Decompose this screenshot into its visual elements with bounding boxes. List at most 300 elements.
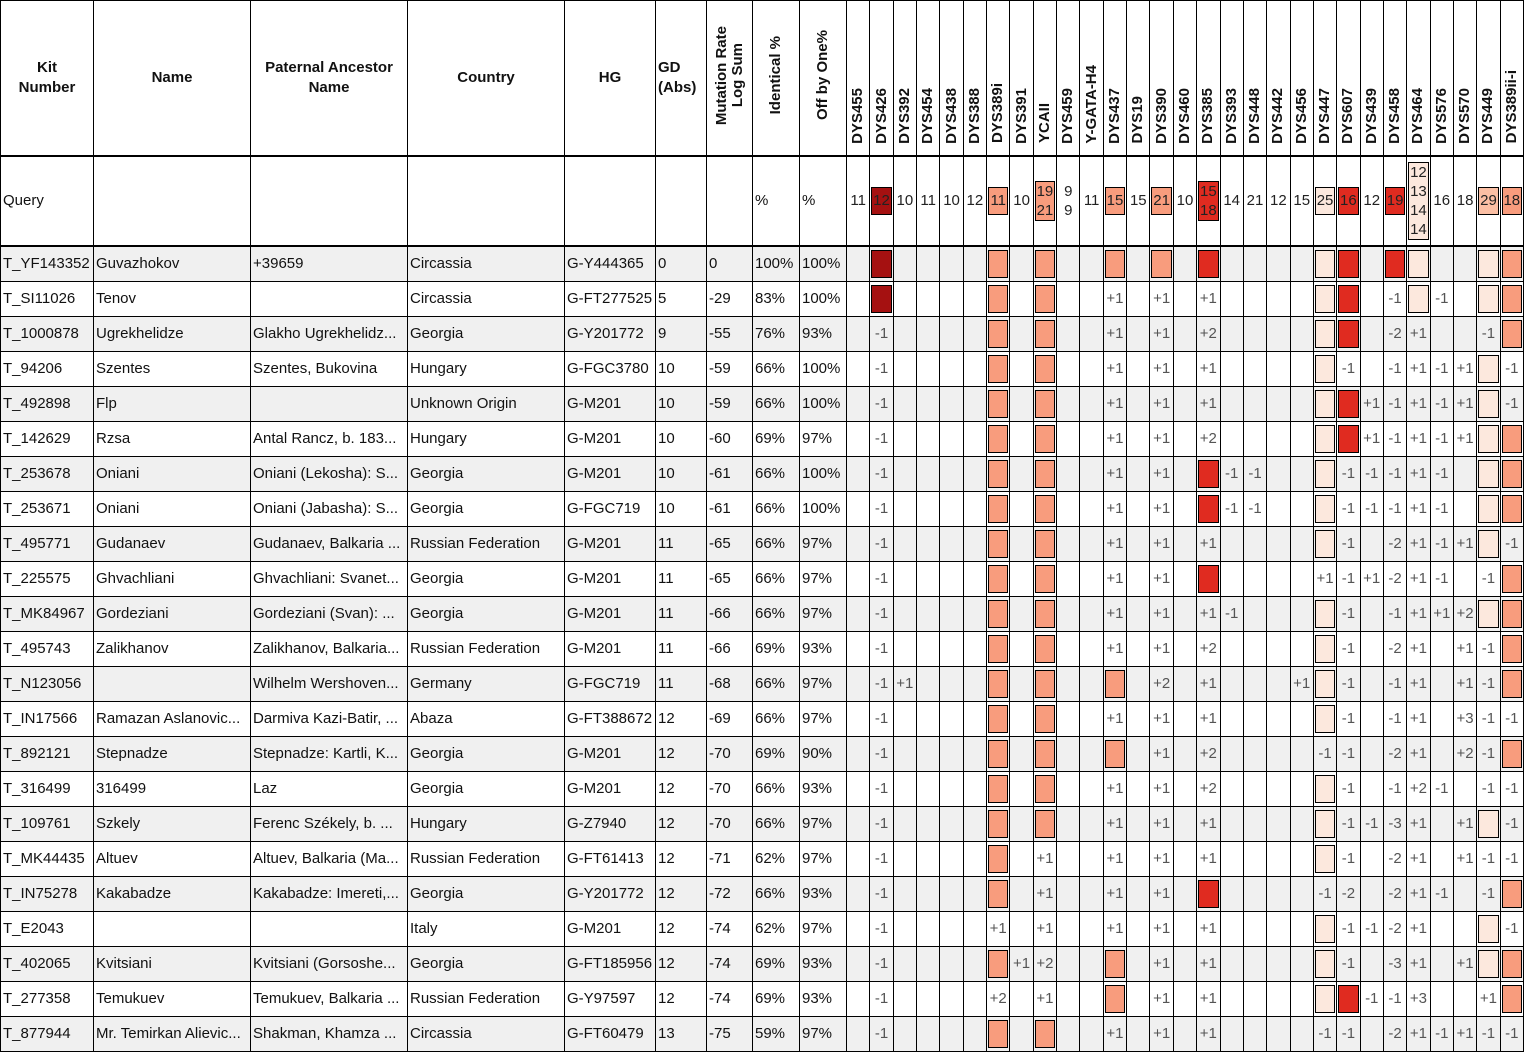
col-header-marker-dys392 bbox=[893, 1, 916, 156]
marker-highlight-box bbox=[1315, 320, 1335, 348]
cell-marker-dys458: -1 bbox=[1383, 596, 1406, 631]
cell-marker-dys449: -1 bbox=[1477, 1016, 1500, 1051]
cell-kit: T_109761 bbox=[1, 806, 94, 841]
marker-highlight-box: 15 bbox=[1105, 187, 1125, 215]
marker-highlight-box bbox=[1035, 425, 1055, 453]
cell-marker-dys576 bbox=[1430, 806, 1453, 841]
cell-marker-dys385: +2 bbox=[1197, 631, 1220, 666]
cell-marker-dys570 bbox=[1453, 316, 1476, 351]
cell-identical: 66% bbox=[753, 456, 800, 491]
cell-marker-dys385 bbox=[1197, 491, 1220, 526]
cell-marker-dys426: -1 bbox=[870, 316, 893, 351]
cell-identical: 69% bbox=[753, 421, 800, 456]
cell-marker-dys455 bbox=[847, 736, 870, 771]
marker-highlight-box: 19 21 bbox=[1036, 182, 1054, 219]
cell-marker-dys455 bbox=[847, 876, 870, 911]
cell-marker-dys448 bbox=[1243, 911, 1266, 946]
cell-marker-dys389i bbox=[987, 631, 1010, 666]
cell-marker-dys426: -1 bbox=[870, 386, 893, 421]
cell-marker-dys448 bbox=[1243, 701, 1266, 736]
cell-marker-dys454 bbox=[917, 596, 940, 631]
cell-country: Hungary bbox=[408, 806, 565, 841]
cell-hg: G-FT277525 bbox=[565, 281, 656, 316]
marker-highlight-box bbox=[1338, 320, 1358, 348]
cell-marker-dys393 bbox=[1220, 701, 1243, 736]
cell-marker-dys390: +1 bbox=[1150, 421, 1173, 456]
cell-marker-dys393 bbox=[1220, 1016, 1243, 1051]
cell-marker-dys459 bbox=[1057, 561, 1080, 596]
cell-marker-dys389ii-i bbox=[1500, 491, 1523, 526]
cell-marker-dys458: -3 bbox=[1383, 946, 1406, 981]
cell-marker-y-gata-h4 bbox=[1080, 561, 1103, 596]
cell-marker-dys460 bbox=[1173, 491, 1196, 526]
cell-marker-dys393 bbox=[1220, 911, 1243, 946]
cell-mutation-rate: -55 bbox=[707, 316, 753, 351]
col-header-marker-dys448 bbox=[1243, 1, 1266, 156]
cell-marker-dys607 bbox=[1337, 281, 1360, 316]
cell-marker-dys389i bbox=[987, 666, 1010, 701]
cell-marker-dys442 bbox=[1267, 631, 1290, 666]
cell-marker-dys426: -1 bbox=[870, 911, 893, 946]
marker-highlight-box bbox=[1315, 915, 1335, 943]
cell-marker-dys442 bbox=[1267, 456, 1290, 491]
marker-highlight-box bbox=[1151, 250, 1171, 278]
col-header-marker-dys570 bbox=[1453, 1, 1476, 156]
cell-marker-dys392: +1 bbox=[893, 666, 916, 701]
cell-marker-dys385: +2 bbox=[1197, 771, 1220, 806]
cell-marker-ycaii bbox=[1033, 736, 1056, 771]
cell-marker-dys438 bbox=[940, 1016, 963, 1051]
cell-marker-dys607: -1 bbox=[1337, 666, 1360, 701]
match-row-T_SI11026 bbox=[1, 281, 1524, 316]
cell-marker-dys426: -1 bbox=[870, 701, 893, 736]
cell-marker-y-gata-h4 bbox=[1080, 841, 1103, 876]
marker-highlight-box bbox=[1315, 425, 1335, 453]
cell-marker-dys449: -1 bbox=[1477, 316, 1500, 351]
cell-marker-dys438 bbox=[940, 246, 963, 282]
col-header-marker-dys388 bbox=[963, 1, 986, 156]
cell-marker-dys438 bbox=[940, 666, 963, 701]
cell-marker-dys391 bbox=[1010, 246, 1033, 282]
cell-marker-dys438 bbox=[940, 841, 963, 876]
marker-highlight-box bbox=[1035, 250, 1055, 278]
cell-off-by-one: 93% bbox=[800, 876, 847, 911]
cell-marker-dys464: +3 bbox=[1407, 981, 1430, 1016]
cell-marker-dys437: +1 bbox=[1103, 596, 1126, 631]
col-header-marker-dys576 bbox=[1430, 1, 1453, 156]
cell-marker-dys392 bbox=[893, 631, 916, 666]
cell-marker-dys458: -1 bbox=[1383, 666, 1406, 701]
cell-marker-dys455 bbox=[847, 491, 870, 526]
query-country-cell bbox=[408, 156, 565, 246]
cell-marker-dys438 bbox=[940, 806, 963, 841]
cell-gd: 0 bbox=[656, 246, 707, 282]
cell-marker-dys390: +1 bbox=[1150, 771, 1173, 806]
cell-country: Russian Federation bbox=[408, 526, 565, 561]
marker-highlight-box bbox=[1502, 670, 1522, 698]
cell-country: Russian Federation bbox=[408, 631, 565, 666]
cell-marker-dys459 bbox=[1057, 876, 1080, 911]
cell-marker-dys438 bbox=[940, 526, 963, 561]
query-marker-dys456-cell: 15 bbox=[1290, 156, 1313, 246]
cell-marker-dys459 bbox=[1057, 281, 1080, 316]
cell-country: Hungary bbox=[408, 351, 565, 386]
cell-marker-dys454 bbox=[917, 876, 940, 911]
cell-kit: T_IN75278 bbox=[1, 876, 94, 911]
cell-marker-dys438 bbox=[940, 876, 963, 911]
cell-marker-dys392 bbox=[893, 421, 916, 456]
cell-hg: G-M201 bbox=[565, 596, 656, 631]
cell-marker-dys456 bbox=[1290, 771, 1313, 806]
cell-marker-dys458: -2 bbox=[1383, 561, 1406, 596]
cell-marker-dys607: -1 bbox=[1337, 596, 1360, 631]
cell-hg: G-M201 bbox=[565, 561, 656, 596]
cell-marker-dys449 bbox=[1477, 421, 1500, 456]
cell-marker-dys385: +2 bbox=[1197, 316, 1220, 351]
cell-marker-dys385 bbox=[1197, 246, 1220, 282]
cell-marker-dys455 bbox=[847, 806, 870, 841]
cell-marker-dys439 bbox=[1360, 876, 1383, 911]
query-marker-dys458-cell bbox=[1383, 156, 1406, 246]
marker-highlight-box bbox=[1408, 250, 1428, 278]
cell-marker-dys447 bbox=[1313, 246, 1336, 282]
query-marker-dys393-cell: 14 bbox=[1220, 156, 1243, 246]
marker-highlight-box bbox=[988, 565, 1008, 593]
cell-marker-dys437 bbox=[1103, 246, 1126, 282]
cell-marker-dys607 bbox=[1337, 246, 1360, 282]
marker-header-label: DYS390 bbox=[1152, 87, 1170, 144]
query-marker-dys442-cell: 12 bbox=[1267, 156, 1290, 246]
cell-marker-ycaii bbox=[1033, 561, 1056, 596]
cell-identical: 66% bbox=[753, 561, 800, 596]
cell-marker-dys459 bbox=[1057, 421, 1080, 456]
cell-marker-dys447 bbox=[1313, 841, 1336, 876]
cell-marker-dys391 bbox=[1010, 666, 1033, 701]
cell-paternal-ancestor bbox=[251, 281, 408, 316]
query-marker-y-gata-h4-cell: 11 bbox=[1080, 156, 1103, 246]
cell-marker-dys389ii-i: -1 bbox=[1500, 526, 1523, 561]
cell-marker-dys385: +2 bbox=[1197, 736, 1220, 771]
cell-marker-dys391 bbox=[1010, 981, 1033, 1016]
cell-marker-dys437: +1 bbox=[1103, 281, 1126, 316]
cell-marker-dys388 bbox=[963, 561, 986, 596]
cell-marker-dys391: +1 bbox=[1010, 946, 1033, 981]
cell-marker-dys607 bbox=[1337, 386, 1360, 421]
cell-marker-dys460 bbox=[1173, 806, 1196, 841]
cell-marker-dys447 bbox=[1313, 526, 1336, 561]
cell-marker-dys442 bbox=[1267, 351, 1290, 386]
cell-gd: 11 bbox=[656, 631, 707, 666]
cell-paternal-ancestor: Gordeziani (Svan): ... bbox=[251, 596, 408, 631]
cell-kit: T_SI11026 bbox=[1, 281, 94, 316]
cell-marker-dys437: +1 bbox=[1103, 316, 1126, 351]
cell-country: Italy bbox=[408, 911, 565, 946]
cell-marker-dys447 bbox=[1313, 701, 1336, 736]
marker-highlight-box bbox=[1502, 250, 1522, 278]
cell-mutation-rate: -60 bbox=[707, 421, 753, 456]
cell-kit: T_225575 bbox=[1, 561, 94, 596]
cell-marker-dys389ii-i: -1 bbox=[1500, 806, 1523, 841]
cell-marker-dys392 bbox=[893, 701, 916, 736]
cell-marker-dys426: -1 bbox=[870, 736, 893, 771]
cell-marker-dys389ii-i: -1 bbox=[1500, 386, 1523, 421]
cell-kit: T_495771 bbox=[1, 526, 94, 561]
marker-highlight-box bbox=[1338, 390, 1358, 418]
cell-mutation-rate: -59 bbox=[707, 386, 753, 421]
cell-marker-dys388 bbox=[963, 841, 986, 876]
cell-hg: G-Y201772 bbox=[565, 316, 656, 351]
query-marker-dys459-cell: 9 9 bbox=[1057, 156, 1080, 246]
cell-marker-dys460 bbox=[1173, 771, 1196, 806]
cell-marker-ycaii bbox=[1033, 596, 1056, 631]
cell-marker-dys454 bbox=[917, 911, 940, 946]
cell-marker-dys393 bbox=[1220, 736, 1243, 771]
cell-marker-dys388 bbox=[963, 701, 986, 736]
marker-header-label: Y-GATA-H4 bbox=[1082, 64, 1100, 144]
cell-marker-dys391 bbox=[1010, 561, 1033, 596]
cell-country: Circassia bbox=[408, 246, 565, 282]
col-header-marker-dys458 bbox=[1383, 1, 1406, 156]
cell-mutation-rate: 0 bbox=[707, 246, 753, 282]
cell-identical: 69% bbox=[753, 946, 800, 981]
cell-marker-dys388 bbox=[963, 281, 986, 316]
marker-header-label: DYS576 bbox=[1432, 87, 1450, 144]
marker-highlight-box bbox=[1105, 985, 1125, 1013]
cell-marker-dys449 bbox=[1477, 491, 1500, 526]
cell-marker-dys576: -1 bbox=[1430, 526, 1453, 561]
cell-mutation-rate: -61 bbox=[707, 491, 753, 526]
cell-marker-dys437: +1 bbox=[1103, 876, 1126, 911]
cell-marker-dys385: +2 bbox=[1197, 421, 1220, 456]
cell-identical: 76% bbox=[753, 316, 800, 351]
cell-marker-dys447 bbox=[1313, 631, 1336, 666]
marker-header-label: DYS385 bbox=[1199, 87, 1217, 144]
cell-marker-dys442 bbox=[1267, 876, 1290, 911]
cell-marker-dys438 bbox=[940, 561, 963, 596]
cell-marker-dys391 bbox=[1010, 281, 1033, 316]
cell-marker-dys458: -2 bbox=[1383, 526, 1406, 561]
cell-marker-dys385: +1 bbox=[1197, 596, 1220, 631]
marker-header-label: DYS442 bbox=[1269, 87, 1287, 144]
cell-marker-dys392 bbox=[893, 281, 916, 316]
marker-header-label: DYS454 bbox=[919, 87, 937, 144]
cell-marker-dys437: +1 bbox=[1103, 1016, 1126, 1051]
cell-name: Ghvachliani bbox=[94, 561, 251, 596]
marker-highlight-box bbox=[871, 250, 891, 278]
cell-marker-dys459 bbox=[1057, 841, 1080, 876]
cell-marker-dys19 bbox=[1127, 876, 1150, 911]
cell-marker-dys448: -1 bbox=[1243, 491, 1266, 526]
marker-highlight-box bbox=[1315, 530, 1335, 558]
cell-marker-dys447 bbox=[1313, 771, 1336, 806]
cell-paternal-ancestor: Darmiva Kazi-Batir, ... bbox=[251, 701, 408, 736]
cell-marker-dys458: -2 bbox=[1383, 911, 1406, 946]
cell-marker-dys391 bbox=[1010, 806, 1033, 841]
marker-highlight-box bbox=[988, 600, 1008, 628]
cell-marker-dys385: +1 bbox=[1197, 666, 1220, 701]
marker-header-label: DYS437 bbox=[1105, 87, 1123, 144]
cell-marker-dys464: +1 bbox=[1407, 596, 1430, 631]
cell-marker-dys570 bbox=[1453, 561, 1476, 596]
cell-marker-dys570: +3 bbox=[1453, 701, 1476, 736]
cell-marker-dys392 bbox=[893, 981, 916, 1016]
cell-marker-dys448 bbox=[1243, 981, 1266, 1016]
cell-marker-dys19 bbox=[1127, 526, 1150, 561]
cell-marker-dys19 bbox=[1127, 841, 1150, 876]
marker-highlight-box bbox=[1035, 705, 1055, 733]
cell-marker-dys442 bbox=[1267, 736, 1290, 771]
cell-marker-dys19 bbox=[1127, 771, 1150, 806]
cell-marker-ycaii: +1 bbox=[1033, 911, 1056, 946]
marker-header-label: DYS391 bbox=[1012, 87, 1030, 144]
cell-marker-dys570 bbox=[1453, 281, 1476, 316]
cell-marker-dys389ii-i bbox=[1500, 946, 1523, 981]
cell-kit: T_1000878 bbox=[1, 316, 94, 351]
cell-marker-dys455 bbox=[847, 526, 870, 561]
cell-marker-dys464: +1 bbox=[1407, 736, 1430, 771]
marker-highlight-box bbox=[1315, 635, 1335, 663]
cell-marker-dys449 bbox=[1477, 946, 1500, 981]
marker-highlight-box bbox=[1315, 845, 1335, 873]
cell-marker-dys607: -1 bbox=[1337, 1016, 1360, 1051]
cell-marker-dys570: +1 bbox=[1453, 351, 1476, 386]
marker-highlight-box bbox=[988, 460, 1008, 488]
cell-marker-dys576 bbox=[1430, 841, 1453, 876]
cell-marker-y-gata-h4 bbox=[1080, 631, 1103, 666]
cell-marker-dys391 bbox=[1010, 841, 1033, 876]
cell-kit: T_253671 bbox=[1, 491, 94, 526]
cell-marker-dys456 bbox=[1290, 526, 1313, 561]
query-marker-dys447-cell bbox=[1313, 156, 1336, 246]
cell-marker-dys570 bbox=[1453, 876, 1476, 911]
cell-marker-dys439 bbox=[1360, 281, 1383, 316]
cell-gd: 11 bbox=[656, 526, 707, 561]
cell-marker-dys391 bbox=[1010, 771, 1033, 806]
cell-marker-dys388 bbox=[963, 596, 986, 631]
marker-highlight-box bbox=[988, 530, 1008, 558]
cell-marker-dys570: +1 bbox=[1453, 631, 1476, 666]
cell-marker-dys439 bbox=[1360, 351, 1383, 386]
marker-highlight-box bbox=[1035, 600, 1055, 628]
cell-marker-dys449: -1 bbox=[1477, 666, 1500, 701]
cell-country: Georgia bbox=[408, 876, 565, 911]
cell-marker-dys448 bbox=[1243, 841, 1266, 876]
query-mutation-rate-cell bbox=[707, 156, 753, 246]
cell-marker-dys449 bbox=[1477, 526, 1500, 561]
cell-gd: 12 bbox=[656, 771, 707, 806]
cell-marker-dys439: +1 bbox=[1360, 561, 1383, 596]
cell-marker-dys576 bbox=[1430, 946, 1453, 981]
cell-paternal-ancestor: Oniani (Jabasha): S... bbox=[251, 491, 408, 526]
query-marker-dys464-cell bbox=[1407, 156, 1430, 246]
cell-gd: 12 bbox=[656, 946, 707, 981]
query-row bbox=[1, 156, 1524, 246]
match-row-T_109761 bbox=[1, 806, 1524, 841]
marker-header-label: DYS447 bbox=[1316, 87, 1334, 144]
cell-marker-dys448 bbox=[1243, 281, 1266, 316]
cell-marker-dys392 bbox=[893, 246, 916, 282]
cell-marker-dys459 bbox=[1057, 491, 1080, 526]
cell-marker-ycaii bbox=[1033, 281, 1056, 316]
cell-marker-dys448 bbox=[1243, 246, 1266, 282]
cell-gd: 9 bbox=[656, 316, 707, 351]
cell-marker-dys19 bbox=[1127, 386, 1150, 421]
cell-off-by-one: 97% bbox=[800, 421, 847, 456]
cell-marker-dys456 bbox=[1290, 246, 1313, 282]
cell-marker-y-gata-h4 bbox=[1080, 876, 1103, 911]
cell-identical: 62% bbox=[753, 911, 800, 946]
cell-hg: G-M201 bbox=[565, 736, 656, 771]
cell-marker-dys426: -1 bbox=[870, 491, 893, 526]
cell-country: Russian Federation bbox=[408, 981, 565, 1016]
cell-name bbox=[94, 666, 251, 701]
col-header-gd-abs: GD (Abs) bbox=[656, 1, 707, 156]
query-marker-dys455-cell: 11 bbox=[847, 156, 870, 246]
cell-mutation-rate: -69 bbox=[707, 701, 753, 736]
col-header-marker-dys389ii-i bbox=[1500, 1, 1523, 156]
cell-marker-dys389ii-i: -1 bbox=[1500, 771, 1523, 806]
query-hg-cell bbox=[565, 156, 656, 246]
marker-header-label: DYS449 bbox=[1479, 87, 1497, 144]
cell-marker-dys388 bbox=[963, 876, 986, 911]
col-header-marker-dys439 bbox=[1360, 1, 1383, 156]
col-header-marker-dys390 bbox=[1150, 1, 1173, 156]
cell-marker-dys454 bbox=[917, 806, 940, 841]
cell-marker-dys19 bbox=[1127, 631, 1150, 666]
cell-marker-y-gata-h4 bbox=[1080, 806, 1103, 841]
cell-paternal-ancestor: Kakabadze: Imereti,... bbox=[251, 876, 408, 911]
cell-hg: G-M201 bbox=[565, 526, 656, 561]
cell-marker-dys458: -1 bbox=[1383, 386, 1406, 421]
cell-off-by-one: 97% bbox=[800, 526, 847, 561]
cell-paternal-ancestor: Kvitsiani (Gorsoshe... bbox=[251, 946, 408, 981]
cell-country: Georgia bbox=[408, 771, 565, 806]
col-header-marker-dys393 bbox=[1220, 1, 1243, 156]
cell-marker-dys437: +1 bbox=[1103, 771, 1126, 806]
cell-hg: G-M201 bbox=[565, 421, 656, 456]
cell-name: Zalikhanov bbox=[94, 631, 251, 666]
col-header-marker-dys391 bbox=[1010, 1, 1033, 156]
cell-marker-dys456 bbox=[1290, 386, 1313, 421]
cell-off-by-one: 97% bbox=[800, 911, 847, 946]
cell-marker-dys393 bbox=[1220, 351, 1243, 386]
cell-marker-dys570 bbox=[1453, 771, 1476, 806]
cell-marker-dys607 bbox=[1337, 316, 1360, 351]
cell-mutation-rate: -61 bbox=[707, 456, 753, 491]
cell-marker-dys464: +1 bbox=[1407, 666, 1430, 701]
cell-marker-dys458: -1 bbox=[1383, 421, 1406, 456]
cell-marker-dys388 bbox=[963, 946, 986, 981]
cell-marker-dys459 bbox=[1057, 911, 1080, 946]
cell-marker-dys447: -1 bbox=[1313, 736, 1336, 771]
cell-marker-dys459 bbox=[1057, 456, 1080, 491]
cell-marker-dys438 bbox=[940, 981, 963, 1016]
cell-marker-dys389ii-i: -1 bbox=[1500, 911, 1523, 946]
cell-marker-dys454 bbox=[917, 666, 940, 701]
cell-marker-dys460 bbox=[1173, 946, 1196, 981]
cell-kit: T_277358 bbox=[1, 981, 94, 1016]
cell-marker-dys390: +1 bbox=[1150, 281, 1173, 316]
match-row-T_402065 bbox=[1, 946, 1524, 981]
cell-marker-dys449 bbox=[1477, 806, 1500, 841]
marker-highlight-box: 29 bbox=[1478, 187, 1498, 215]
cell-marker-dys459 bbox=[1057, 981, 1080, 1016]
cell-marker-dys439 bbox=[1360, 316, 1383, 351]
marker-highlight-box bbox=[1502, 425, 1522, 453]
cell-marker-dys391 bbox=[1010, 1016, 1033, 1051]
marker-highlight-box bbox=[871, 285, 891, 313]
cell-name: 316499 bbox=[94, 771, 251, 806]
